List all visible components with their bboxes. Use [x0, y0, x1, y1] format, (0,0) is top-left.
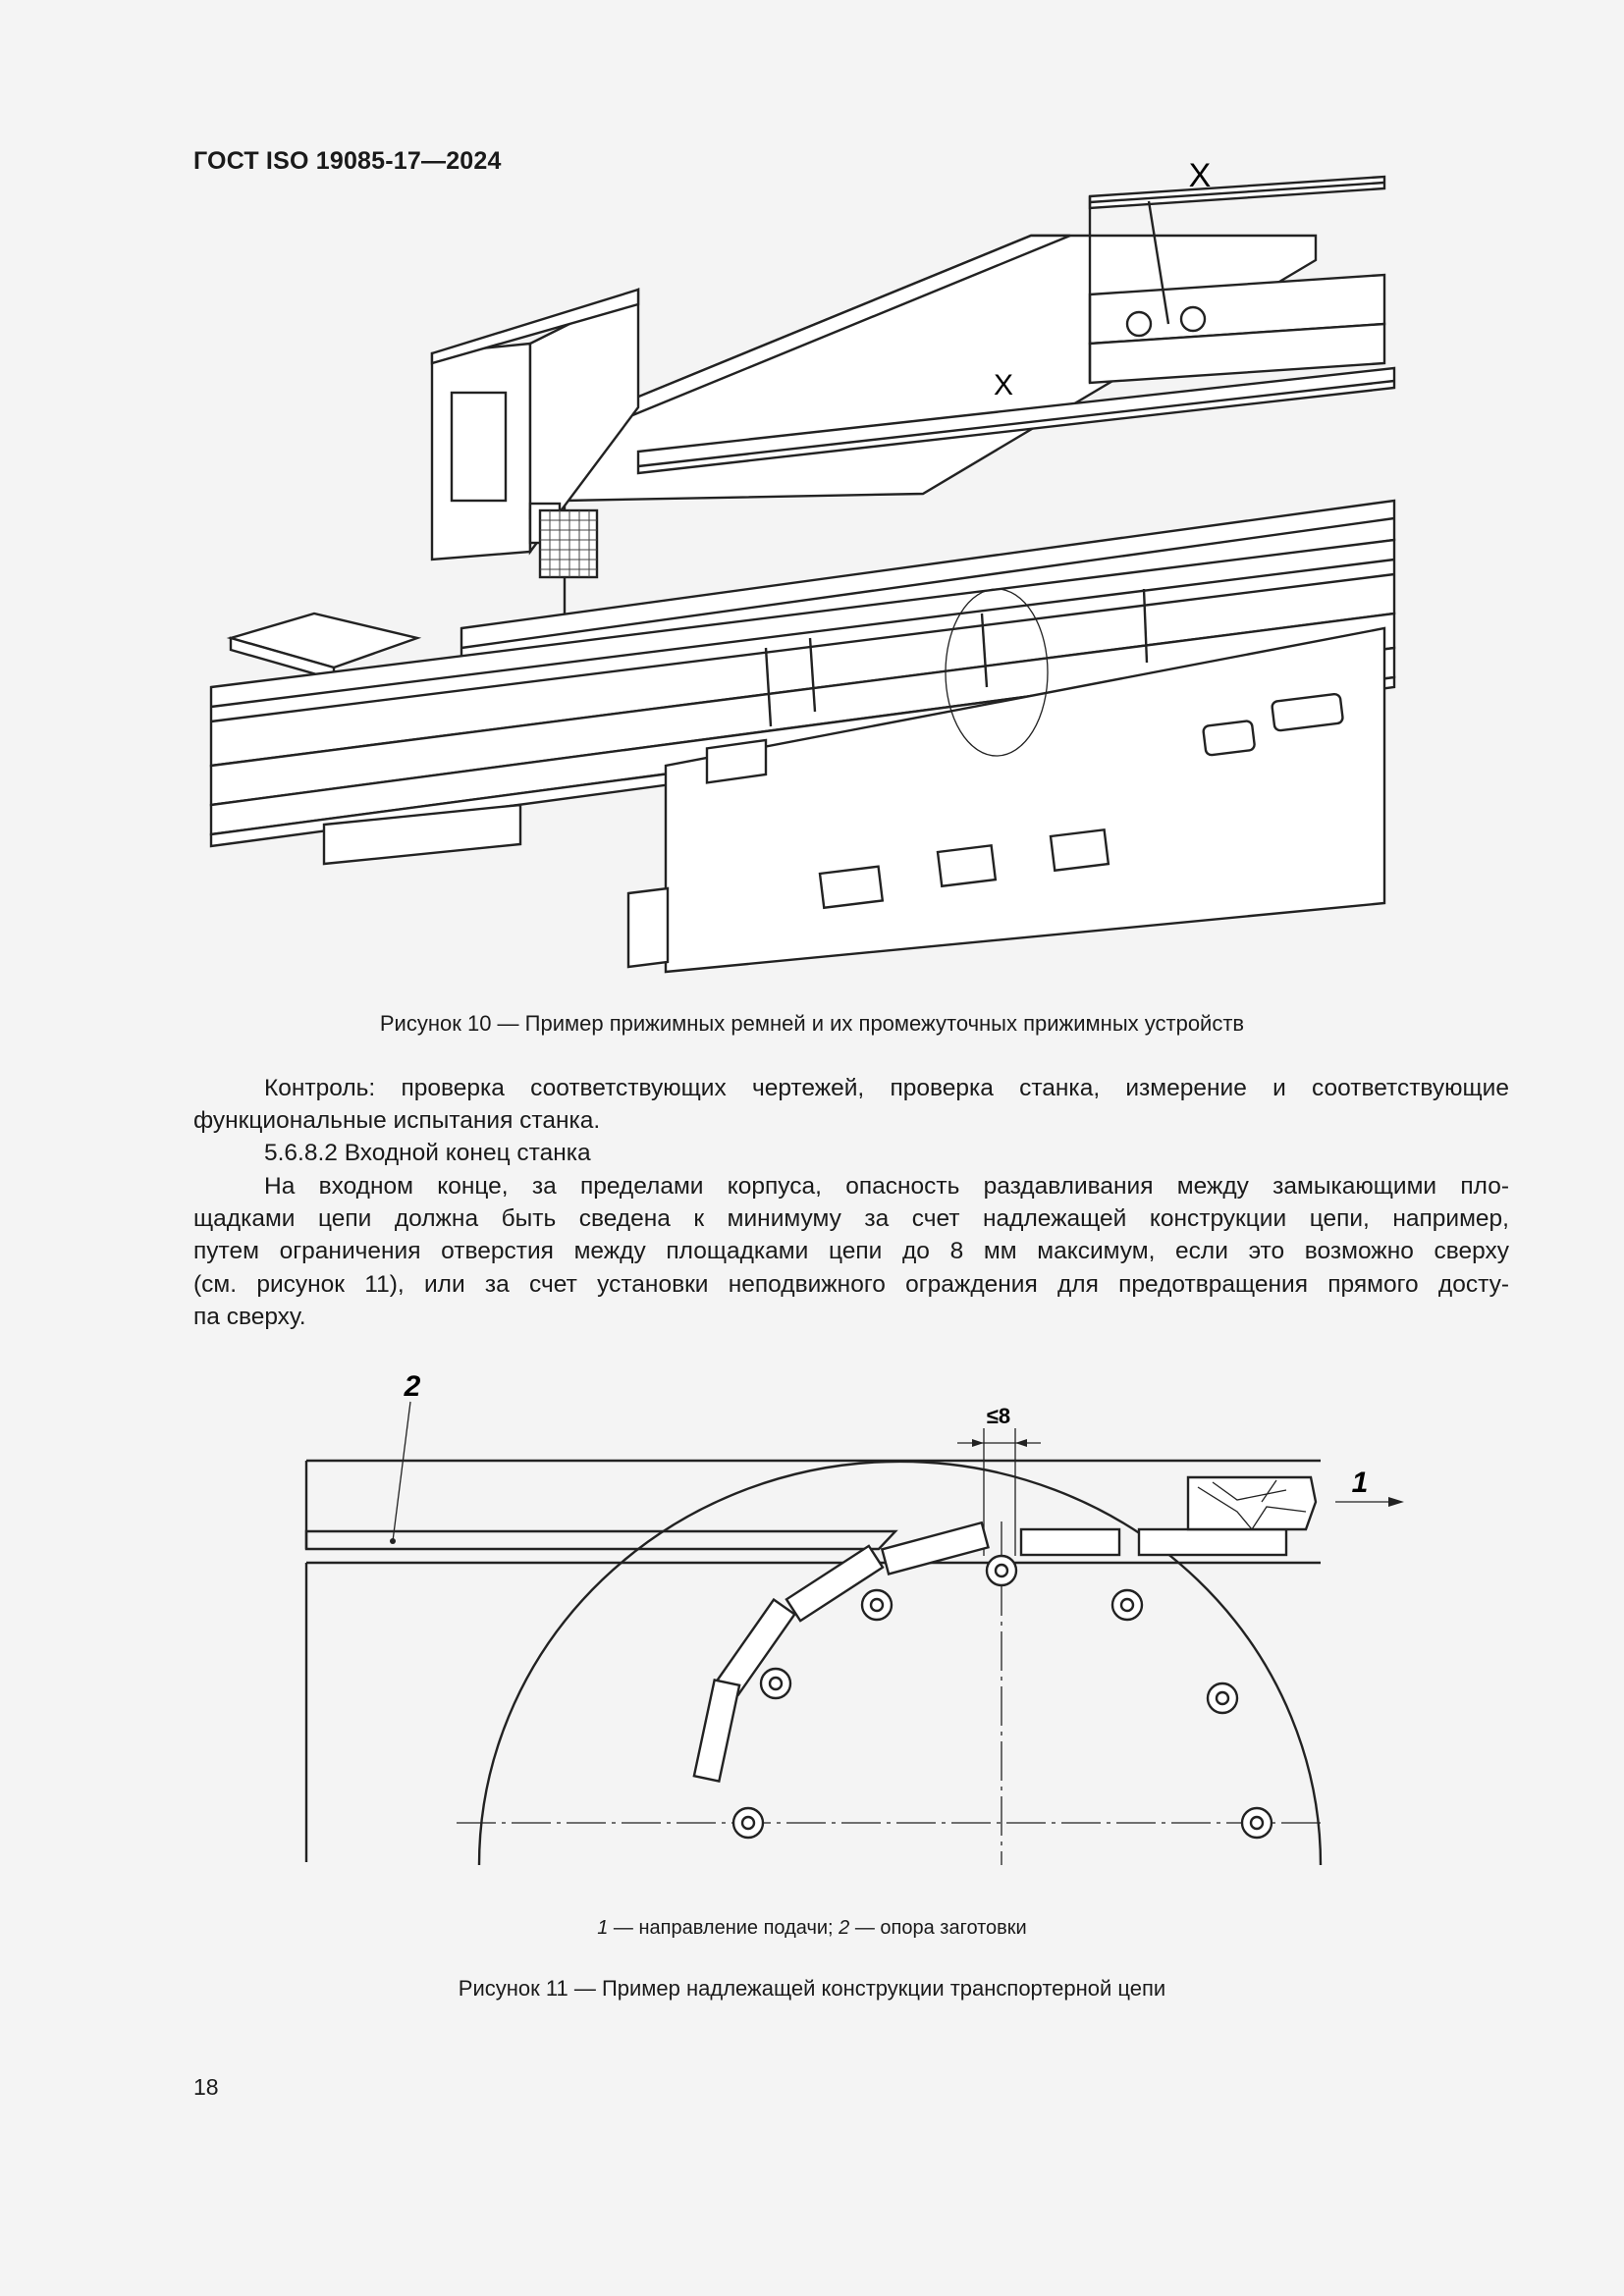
figure-11-caption: Рисунок 11 — Пример надлежащей конструкции транспортерной цепи [458, 1976, 1166, 2001]
legend-text-1: — направление подачи; [608, 1917, 839, 1939]
legend-num-1: 1 [597, 1917, 609, 1939]
detail-mark-x-lower: X [993, 369, 1014, 401]
figure-11-legend [0, 1917, 1624, 1940]
paragraph2-line5: па сверху. [193, 1304, 306, 1330]
workpiece-support [306, 1461, 1321, 1862]
page-number: 18 [193, 2074, 219, 2100]
paragraph2-line3: путем ограничения отверстия между площадками цепи до 8 мм максимум, если это возможно сверху [193, 1238, 1509, 1264]
detail-mark-x-upper: X [1188, 157, 1212, 194]
document-header: ГОСТ ISO 19085-17—2024 [193, 147, 502, 175]
chain-plate-left-1 [882, 1522, 988, 1574]
workpiece [1188, 1477, 1316, 1529]
callout-2: 2 [404, 1370, 421, 1403]
figure-10-caption: Рисунок 10 — Пример прижимных ремней и их промежуточных прижимных устройств [379, 1011, 1245, 1036]
dimension-label: ≤8 [986, 1404, 1011, 1428]
paragraph1-line2: функциональные испытания станка. [193, 1107, 601, 1134]
legend-text-2: — опора заготовки [849, 1917, 1027, 1939]
callout-2-leader [393, 1402, 410, 1541]
paragraph2-line1: На входном конце, за пределами корпуса, опасность раздавливания между замыкающими пло- [264, 1173, 1509, 1200]
legend-num-2: 2 [839, 1917, 850, 1939]
paragraph1-line1: Контроль: проверка соответствующих чертежей, проверка станка, измерение и соответствующие [264, 1075, 1509, 1101]
chain-plate-left-4 [694, 1680, 739, 1781]
chain-plate-right-1 [1021, 1529, 1119, 1555]
figure-10-drawing [304, 157, 1404, 982]
paragraph2-line2: щадками цепи должна быть сведена к минимуму за счет надлежащей конструкции цепи, например, [193, 1205, 1509, 1232]
chain-plate-right-2 [1139, 1529, 1286, 1555]
paragraph2-line4: (см. рисунок 11), или за счет установки неподвижного ограждения для предотвращения прямого досту- [193, 1271, 1509, 1298]
infeed-table [231, 614, 417, 667]
callout-1: 1 [1351, 1467, 1369, 1499]
section-heading: 5.6.8.2 Входной конец станка [264, 1140, 591, 1166]
figure-11-drawing [295, 1370, 1424, 1904]
